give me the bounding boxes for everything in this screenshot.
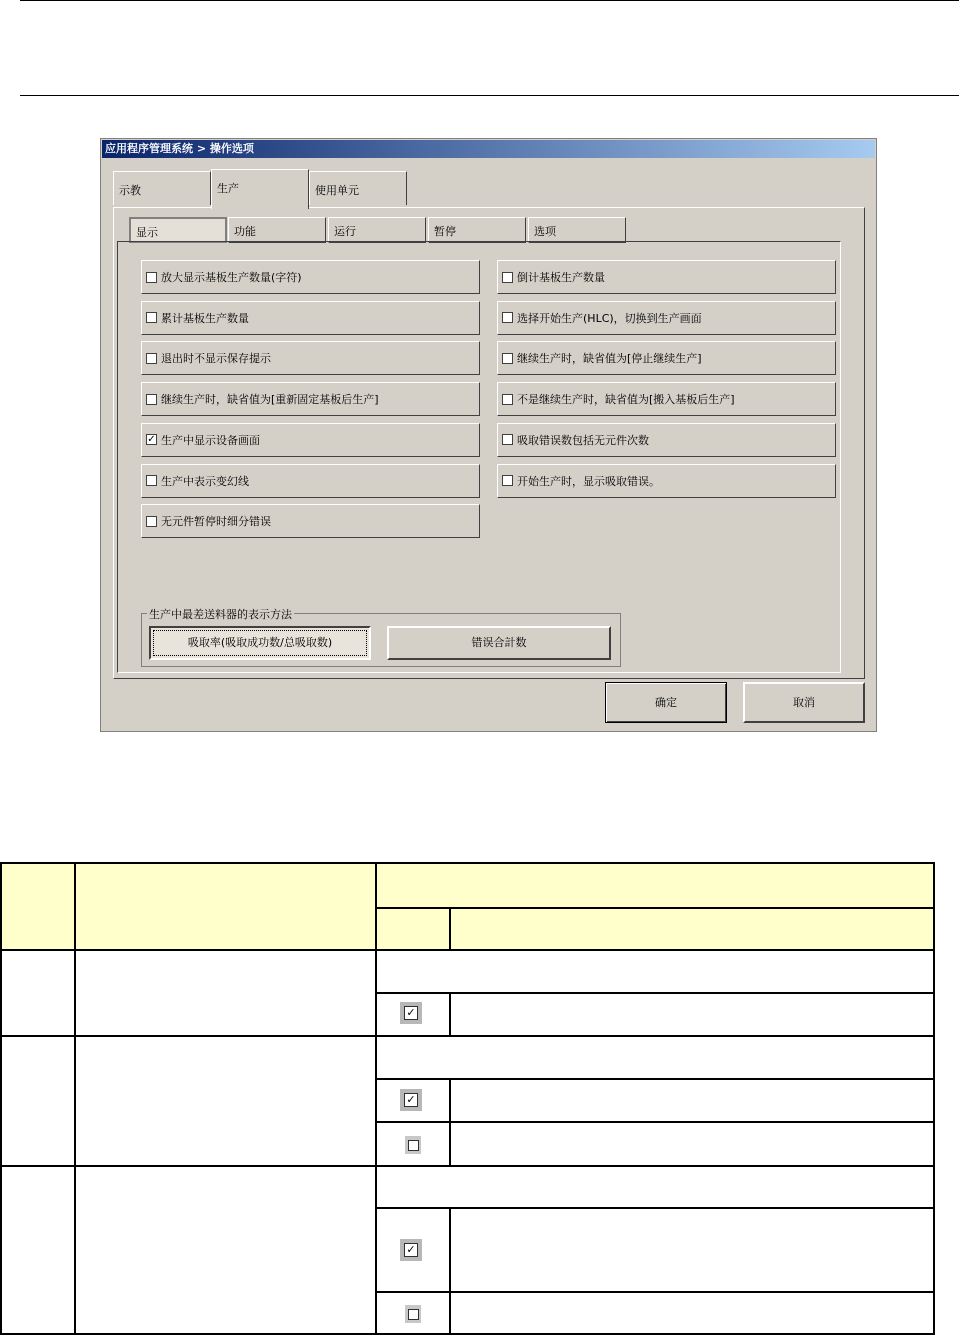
error-total-button[interactable] bbox=[387, 626, 611, 660]
worst-feeder-group-label: 生产中最差送料器的表示方法 bbox=[149, 608, 292, 621]
option-checkbox[interactable] bbox=[502, 475, 513, 486]
option-row[interactable] bbox=[141, 382, 480, 416]
table-vline-2 bbox=[375, 864, 377, 1333]
table-vline-1 bbox=[74, 864, 76, 1333]
table-checkbox-empty-box bbox=[408, 1309, 419, 1320]
table-checkbox-mark: ✓ bbox=[404, 1006, 418, 1020]
subtab-display-label: 显示 bbox=[136, 226, 158, 239]
table-hline-c1 bbox=[375, 1207, 935, 1209]
pickup-rate-label: 吸取率(吸取成功数/总吸取数) bbox=[187, 636, 333, 649]
option-checkbox[interactable] bbox=[146, 312, 157, 323]
dialog-title: 应用程序管理系统 > 操作选项 bbox=[102, 140, 875, 158]
table-checkbox-empty-icon bbox=[405, 1305, 421, 1323]
table-hline-b2 bbox=[375, 1121, 935, 1123]
subtab-run-label: 运行 bbox=[334, 225, 356, 238]
option-label: 无元件暂停时细分错误 bbox=[161, 515, 271, 529]
table-checkbox-mark: ✓ bbox=[404, 1243, 418, 1257]
header-rule bbox=[20, 95, 959, 96]
ok-label: 确定 bbox=[655, 696, 677, 709]
option-label: 不是继续生产时，缺省值为[搬入基板后生产] bbox=[517, 393, 735, 407]
subtab-run[interactable] bbox=[328, 217, 426, 243]
option-row[interactable] bbox=[141, 260, 480, 294]
top-rule bbox=[20, 0, 959, 1]
option-checkbox[interactable] bbox=[502, 394, 513, 405]
cancel-label: 取消 bbox=[793, 696, 815, 709]
table-checkbox-icon bbox=[400, 1239, 422, 1261]
subtab-pause[interactable] bbox=[428, 217, 526, 243]
subtab-options[interactable] bbox=[528, 217, 626, 243]
table-hline-b1 bbox=[375, 1078, 935, 1080]
table-header-col1 bbox=[2, 864, 74, 949]
option-row[interactable] bbox=[141, 341, 480, 375]
ok-button[interactable] bbox=[605, 682, 727, 723]
option-row[interactable] bbox=[141, 504, 480, 538]
option-checkbox[interactable] bbox=[146, 394, 157, 405]
table-header-col2 bbox=[76, 864, 375, 949]
operation-options-dialog bbox=[100, 138, 877, 732]
option-row[interactable] bbox=[497, 341, 836, 375]
table-checkbox-empty-icon bbox=[405, 1136, 421, 1154]
table-checkbox-empty-box bbox=[408, 1140, 419, 1151]
option-label: 生产中显示设备画面 bbox=[161, 433, 260, 447]
option-checkbox[interactable] bbox=[502, 312, 513, 323]
option-checkbox[interactable]: ✓ bbox=[147, 434, 156, 446]
error-total-label: 错误合計数 bbox=[471, 636, 527, 649]
option-checkbox[interactable] bbox=[502, 434, 513, 445]
table-hline-a1 bbox=[375, 992, 935, 994]
table-hline-a bbox=[2, 949, 933, 951]
tab-teach[interactable] bbox=[113, 171, 211, 205]
table-checkbox-icon bbox=[400, 1089, 422, 1111]
option-row[interactable] bbox=[497, 301, 836, 335]
option-label: 继续生产时，缺省值为[停止继续生产] bbox=[517, 352, 702, 366]
option-checkbox[interactable] bbox=[146, 272, 157, 283]
option-label: 吸取错误数包括无元件次数 bbox=[517, 433, 649, 447]
option-label: 倒计基板生产数量 bbox=[517, 271, 605, 284]
option-label: 退出时不显示保存提示 bbox=[161, 352, 271, 366]
option-row[interactable] bbox=[141, 464, 480, 498]
option-row[interactable] bbox=[497, 423, 836, 457]
option-checkbox[interactable] bbox=[146, 353, 157, 364]
subtab-function[interactable] bbox=[228, 217, 326, 243]
subtab-pause-label: 暂停 bbox=[434, 225, 456, 238]
option-label: 选择开始生产(HLC)，切换到生产画面 bbox=[517, 311, 702, 325]
option-row[interactable] bbox=[141, 423, 480, 457]
tab-production[interactable] bbox=[211, 169, 309, 209]
subtab-display[interactable] bbox=[129, 217, 227, 243]
subtab-options-label: 选项 bbox=[534, 225, 556, 238]
option-row[interactable] bbox=[497, 382, 836, 416]
option-checkbox[interactable] bbox=[502, 353, 513, 364]
table-hline-b bbox=[2, 1035, 933, 1037]
table-vline-header-sub bbox=[449, 907, 451, 949]
option-checkbox[interactable] bbox=[146, 516, 157, 527]
subtab-function-label: 功能 bbox=[234, 225, 256, 238]
cancel-button[interactable] bbox=[743, 682, 865, 723]
option-label: 累计基板生产数量 bbox=[161, 311, 249, 325]
tab-use-unit[interactable] bbox=[309, 171, 407, 205]
table-hline-header-sub bbox=[375, 907, 935, 909]
option-label: 放大显示基板生产数量(字符) bbox=[161, 271, 302, 284]
table-hline-c bbox=[2, 1165, 933, 1167]
tab-production-label: 生产 bbox=[217, 182, 239, 195]
tab-use-unit-label: 使用单元 bbox=[315, 184, 359, 197]
table-vline-c1 bbox=[449, 1207, 451, 1333]
option-row[interactable] bbox=[497, 260, 836, 294]
option-label: 开始生产时，显示吸取错误。 bbox=[517, 474, 660, 488]
option-label: 继续生产时，缺省值为[重新固定基板后生产] bbox=[161, 393, 379, 407]
table-hline-c2 bbox=[375, 1291, 935, 1293]
option-row[interactable] bbox=[141, 301, 480, 335]
tab-teach-label: 示教 bbox=[119, 184, 141, 197]
option-checkbox[interactable] bbox=[502, 272, 513, 283]
settings-table bbox=[0, 862, 935, 1335]
option-checkbox[interactable] bbox=[146, 475, 157, 486]
table-vline-a1 bbox=[449, 992, 451, 1035]
table-checkbox-icon bbox=[400, 1002, 422, 1024]
table-checkbox-mark: ✓ bbox=[404, 1093, 418, 1107]
option-label: 生产中表示变幻线 bbox=[161, 474, 249, 488]
option-row[interactable] bbox=[497, 464, 836, 498]
pickup-rate-button[interactable] bbox=[149, 626, 371, 660]
